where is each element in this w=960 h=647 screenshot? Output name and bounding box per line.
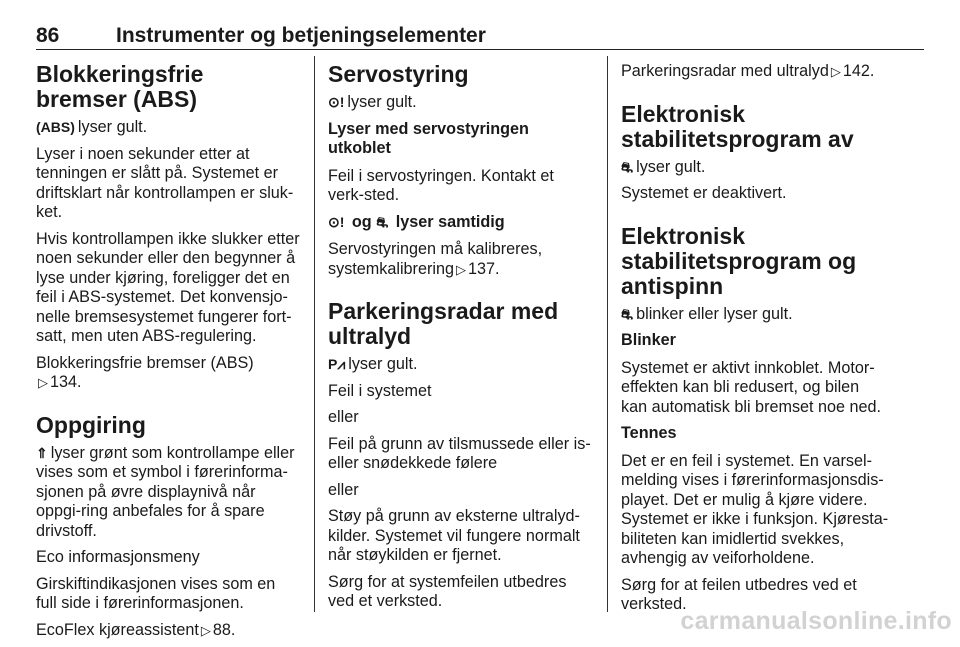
abs-paragraph: Lyser i noen sekunder etter at tenningen er slått på. Systemet er driftsklart når kontrollampen er sluk-ket. [36,144,294,221]
upshift-paragraph: ⇑ lyser grønt som kontrollampe eller vises som et symbol i førerinforma-sjonen på øvre displaynivå når oppgi-ring anbefales for å spare drivstoff. [36,443,295,540]
parking-radar-icon: P⩘ [328,356,346,372]
esp-off-paragraph: Systemet er deaktivert. [621,184,787,202]
page-title: Instrumenter og betjeningselementer [116,24,486,47]
lit-paragraph: Sørg for at feilen utbedres ved et verksted. [621,575,857,613]
servo-paragraph: Servostyringen må kalibreres, systemkalibrering ▷ 137. [328,240,543,278]
blink-paragraph: Systemet er aktivt innkoblet. Motor-effekten kan bli redusert, og bilen kan automatisk bli bremset noe ned. [621,358,882,416]
arrow-ref-icon: ▷ [200,622,211,638]
upshift-reference: EcoFlex kjøreassistent ▷ 88. [36,620,236,639]
section-heading-upshift: Oppgiring [36,411,146,438]
parking-status: P⩘ lyser gult. [328,355,418,373]
power-steering-icon: ⊙! [328,94,345,110]
column-middle [328,62,594,619]
abs-reference: Blokkeringsfrie bremser (ABS) ▷ 134. [36,353,254,391]
section-heading-esp-off: Elektronisk stabilitetsprogram av [621,100,854,152]
esp-off-status: ⛐ lyser gult. [621,157,706,176]
lit-paragraph: Det er en feil i systemet. En varsel-melding vises i førerinformasjonsdis-playet. Det er mulig å kjøre videre. Systemet er ikke i funksjon. Kjøresta-biliteten kan imidlertid svekkes, avhengig av veiforholdene. [621,451,889,567]
abs-status: (ABS) lyser gult. [36,118,148,136]
servo-subheading: Lyser med servostyringen utkoblet [328,119,529,157]
parking-paragraph: Støy på grunn av eksterne ultralyd-kilder. Systemet vil fungere normalt når støykilden er fjernet. [328,507,580,564]
stability-icon: ⛐ [621,305,634,322]
upshift-icon: ⇑ [36,444,48,461]
upshift-paragraph: Girskiftindikasjonen vises som en full side i førerinformasjonen. [36,574,276,612]
column-left [36,62,300,647]
upshift-paragraph: Eco informasjonsmeny [36,548,200,566]
abs-warning-icon: (ABS) [36,119,75,135]
parking-paragraph: Feil i systemet [328,381,432,400]
abs-paragraph: Hvis kontrollampen ikke slukker etter noen sekunder eller den begynner å lyse under kjøring, foreligger det en feil i ABS-systemet. Det konvensjo-nelle bremsesystemet fungerer fort-satt, men uten ABS-regulering. [36,229,300,345]
arrow-ref-icon: ▷ [455,261,466,277]
watermark: carmanualsonline.info [680,607,952,635]
column-divider [607,56,608,612]
power-steering-icon: ⊙! [328,213,345,230]
page-header [36,8,924,48]
servo-subheading: ⊙! og ⛐ lyser samtidig [328,212,505,231]
column-divider [314,56,315,612]
parking-paragraph: Sørg for at systemfeilen utbedres ved et verksted. [328,572,567,610]
parking-reference: Parkeringsradar med ultralyd ▷ 142. [621,62,875,80]
section-heading-servo: Servostyring [328,61,469,87]
section-heading-parking: Parkeringsradar med ultralyd [328,298,559,349]
blink-subheading: Blinker [621,331,676,349]
parking-paragraph: Feil på grunn av tilsmussede eller is- eller snødekkede følere [328,434,591,472]
parking-paragraph: eller [328,408,359,426]
arrow-ref-icon: ▷ [830,64,841,79]
stability-icon: ⛐ [376,213,389,230]
servo-status: ⊙! lyser gult. [328,93,417,111]
section-heading-abs: Blokkeringsfrie bremser (ABS) [36,61,204,112]
section-heading-esp: Elektronisk stabilitetsprogram og antispinn [621,222,857,299]
parking-paragraph: eller [328,480,359,499]
lit-subheading: Tennes [621,424,677,442]
esp-status: ⛐ blinker eller lyser gult. [621,304,793,323]
page-number: 86 [36,24,60,47]
esp-off-icon: ⛐ [621,158,634,175]
arrow-ref-icon: ▷ [38,375,48,390]
header-rule [36,49,924,50]
servo-paragraph: Feil i servostyringen. Kontakt et verk-sted. [328,166,554,204]
column-right [621,62,889,622]
